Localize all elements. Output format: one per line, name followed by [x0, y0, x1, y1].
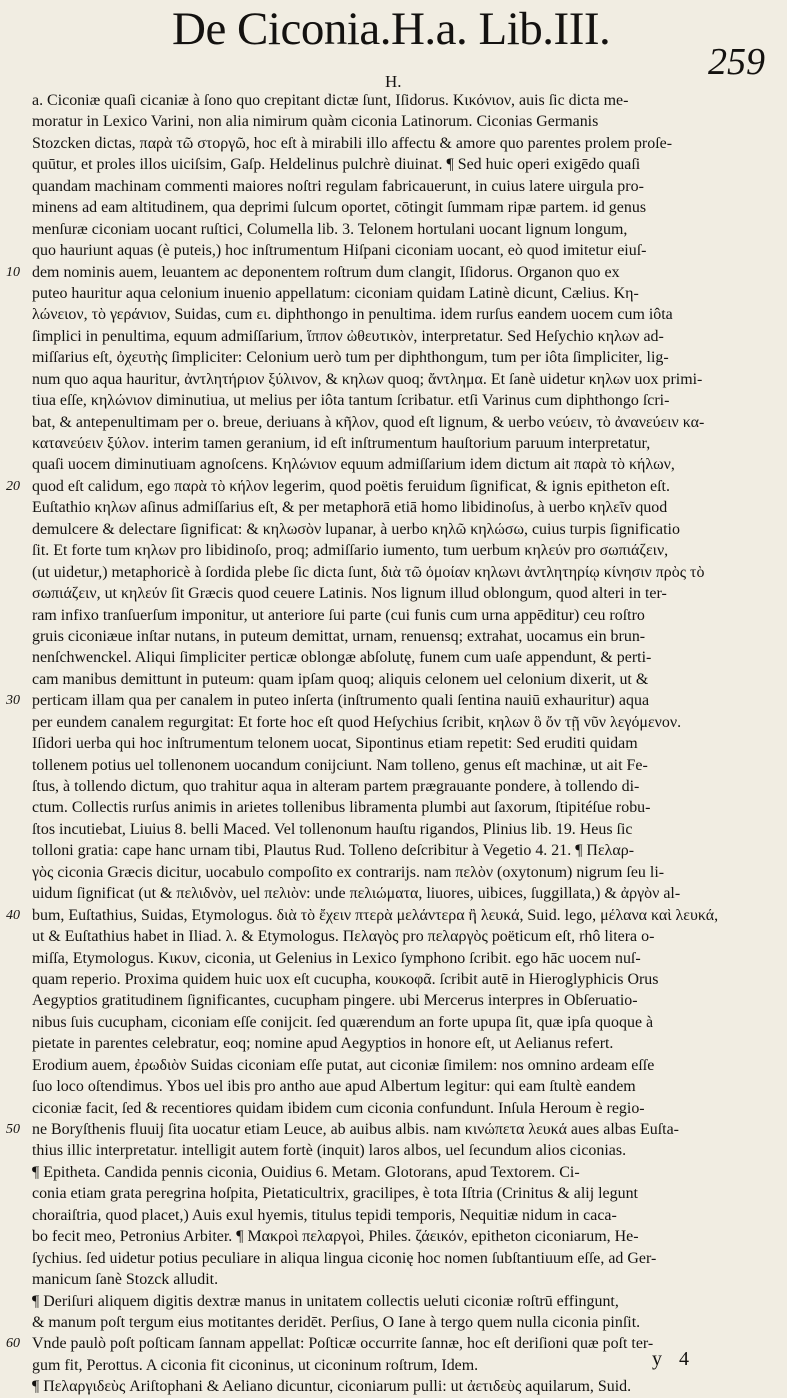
line-text: tiua eſſe, κηλώνιον diminutiua, ut melius per iôta tantum ſcribatur. etſi Varinus cum diphthongo ſcri- — [32, 392, 670, 410]
printer-signature: y 4 — [652, 1348, 695, 1370]
text-line — [0, 1312, 787, 1333]
text-line — [0, 326, 787, 347]
text-line — [0, 755, 787, 776]
text-line — [0, 969, 787, 990]
text-line — [0, 562, 787, 583]
line-text: ¶ Πελαργιδεὺς Ariſtophani & Aeliano dicuntur, ciconiarum pulli: ut ἀετιδεὺς aquilarum, Suid. — [32, 1378, 632, 1396]
text-line — [0, 369, 787, 390]
text-line — [0, 347, 787, 368]
text-line — [0, 519, 787, 540]
text-line — [0, 304, 787, 325]
line-text: ſuo loco oſtendimus. Ybos uel ibis pro antho aue apud Albertum legitur: qui eam ſtultè eandem — [32, 1078, 636, 1096]
text-line — [0, 583, 787, 604]
line-number: 20 — [6, 478, 20, 494]
text-line — [0, 926, 787, 947]
page-number: 259 — [708, 41, 765, 83]
line-number: 50 — [6, 1122, 20, 1137]
text-line — [0, 433, 787, 454]
line-text: Iſidori uerba qui hoc inſtrumentum telonem uocat, Sipontinus etiam repetit: Sed eruditi quidam — [32, 735, 638, 753]
line-text: gruis ciconiæue inſtar nutans, in puteum demittat, urnam, renuensq; extrahat, uocamus ein brun- — [32, 627, 646, 645]
text-line — [0, 797, 787, 818]
line-text: ſtus, à tollendo dictum, quo trahitur aqua in alteram partem prægrauante pondere, à tollendo di- — [32, 778, 640, 795]
line-text: ut & Euſtathius habet in Iliad. λ. & Etymologus. Πελαγὸς pro πελαργὸς poëticum eſt, rhô litera o- — [32, 928, 655, 946]
text-line — [0, 647, 787, 668]
text-line — [0, 776, 787, 797]
line-text: ſit. Et forte tum κηλων pro libidinoſo, proq; admiſſario iumento, tum uerbum κηλεύν pro σωπιάζειν, — [32, 542, 669, 560]
line-text: quam reperio. Proxima quidem huic uox eſt cucupha, κουκοφᾶ. ſcribit autē in Hieroglyphicis Orus — [32, 970, 659, 988]
line-text: Stozcken dictas, παρὰ τῶ στοργῶ, hoc eſt à mirabili illo affectu & amore quo parentes prolem proſe- — [32, 134, 673, 152]
line-text: λώνειον, τὸ γεράνιον, Suidas, cum ει. diphthongo in penultima. idem rurſus eandem uocem cum iôta — [32, 306, 673, 324]
text-line — [0, 1012, 787, 1033]
text-line — [0, 1376, 787, 1397]
text-line — [0, 412, 787, 433]
text-line — [0, 497, 787, 518]
line-text: thius illic interpretatur. intelligit autem fortè (inquit) laros albos, uel ſecundum alios ciconias. — [32, 1142, 627, 1160]
line-text: ctum. Collectis rurſus animis in arietes tollenibus libramenta plumbi aut ſaxorum, ſtipitéſue robu- — [32, 799, 651, 817]
line-text: σωπιάζειν, ut κηλεύν ſit Græcis quod ceuere Latinis. Nos lignum illud oblongum, quod alteri in ter- — [32, 585, 667, 603]
line-text: ſychius. ſed uidetur potius peculiare in aliqua lingua ciconię hoc nomen ſubſtantiuum eſſe, ad Ger- — [32, 1249, 657, 1267]
text-line — [0, 219, 787, 240]
text-line — [0, 1140, 787, 1161]
line-text: menſuræ ciconiam uocant ruſtici, Columella lib. 3. Telonem hortulani uocant lignum longum, — [32, 220, 628, 238]
text-line — [0, 840, 787, 861]
line-text: per eundem canalem regurgitat: Et forte hoc eſt quod Heſychius ſcribit, κηλων ὃ ὄν τῇ νῦν λεγόμενον. — [32, 713, 682, 731]
text-line — [0, 862, 787, 883]
line-text: bo fecit meo, Petronius Arbiter. ¶ Μακροὶ πελαργοὶ, Philes. ζάεικόν, epitheton ciconiarum, He- — [32, 1228, 639, 1246]
text-line — [0, 1055, 787, 1076]
line-text: ¶ Epitheta. Candida pennis ciconia, Ouidius 6. Metam. Glotorans, apud Textorem. Ci- — [32, 1163, 580, 1181]
text-line — [0, 90, 787, 111]
text-line — [0, 1269, 787, 1290]
text-line — [0, 454, 787, 475]
text-line — [0, 1098, 787, 1119]
line-text: & manum poſt tergum eius motitantes deridēt. Perſius, O Iane à tergo quem nulla ciconia pinſit. — [32, 1313, 641, 1331]
line-text: ¶ Deriſuri aliquem digitis dextræ manus in unitatem collectis ueluti ciconiæ roſtrū effingunt, — [32, 1292, 619, 1310]
line-number: 10 — [6, 264, 20, 280]
line-text: num quo aqua hauritur, ἀντλητήριον ξύλινον, & κηλων quoq; ἄντλημα. Et ſanè uidetur κηλων uox primi- — [32, 370, 703, 388]
line-text: Vnde paulò poſt poſticam ſannam appellat: Poſticæ occurrite ſannæ, hoc eſt deriſioni quæ poſt ter- — [32, 1335, 654, 1353]
line-text: Aegyptios gratitudinem ſignificantes, cucupham pingere. ubi Mercerus interpres in Obſeruatio- — [32, 992, 638, 1010]
line-number: 60 — [6, 1336, 20, 1352]
line-text: tolloni gratia: cape hanc urnam tibi, Plautus Rud. Tolleno deſcribitur à Vegetio 4. 21. ¶ Πελαρ- — [32, 842, 635, 860]
text-line — [0, 1205, 787, 1226]
text-line — [0, 476, 787, 497]
line-text: puteo hauritur aqua celonium inuenio appellatum: ciconiam quidam Latinè dicunt, Cælius. Κη- — [32, 284, 639, 302]
line-text: Euſtathio κηλων aſinus admiſſarius eſt, & per metaphorā etiā homo libidinoſus, à uerbo κηλεῖν quod — [32, 499, 668, 517]
text-line — [0, 990, 787, 1011]
line-text: ram infixo tranſuerſum imponitur, ut anteriore ſui parte (cui funis cum urna appēditur) ceu roſtro — [32, 606, 645, 624]
text-line — [0, 540, 787, 561]
running-head — [0, 0, 787, 90]
text-line — [0, 1248, 787, 1269]
line-text: γὸς ciconia Græcis dicitur, uocabulo compoſito ex contrarijs. nam πελὸν (oxytonum) nigrum ſeu li- — [32, 863, 665, 881]
text-line — [0, 1291, 787, 1312]
text-line — [0, 733, 787, 754]
line-number: 30 — [6, 693, 20, 709]
line-text: choraiſtria, quod placet,) Auis exul hyemis, titulus tepidi temporis, Nequitiæ nidum in caca- — [32, 1206, 617, 1224]
text-body — [0, 90, 787, 1398]
line-text: conia etiam grata peregrina hoſpita, Pietaticultrix, gracilipes, è tota Iſtria (Crinitus & alij legunt — [32, 1185, 638, 1203]
line-text: quūtur, et proles illos uiciſsim, Gaſp. Heldelinus pulchrè diuinat. ¶ Sed huic operi exigēdo quaſi — [32, 156, 641, 174]
line-text: quo hauriunt aquas (è puteis,) hoc inſtrumentum Hiſpani ciconiam uocant, eò quod imitetur eiuſ- — [32, 242, 647, 260]
text-line — [0, 712, 787, 733]
text-line — [0, 176, 787, 197]
text-line — [0, 197, 787, 218]
line-text: moratur in Lexico Varini, non alia nimirum quàm ciconia Latinorum. Ciconias Germanis — [32, 113, 599, 131]
text-line — [0, 605, 787, 626]
line-text: cam manibus demittunt in puteum: quam ipſam quoq; aliquis celonem uel celonium dixerit, ut & — [32, 670, 649, 688]
line-text: nenſchwenckel. Aliqui ſimpliciter perticæ oblongæ abſolutę, funem cum uaſe appendunt, & perti- — [32, 649, 652, 667]
text-line — [0, 1119, 787, 1140]
line-text: κατανεύειν ξύλον. interim tamen geranium, id eſt inſtrumentum hauſtorium paruum interpretatur, — [32, 435, 651, 452]
line-text: quandam machinam commenti maiores noſtri regulam fabricauerunt, in cuius latere uirgula pro- — [32, 177, 644, 195]
text-line — [0, 154, 787, 175]
line-text: perticam illam qua per canalem in puteo inſerta (inſtrumento quali ſentina nauiū exhauritur) aqua — [32, 692, 650, 710]
line-text: dem nominis auem, leuantem ac deponentem roſtrum dum clangit, Iſidorus. Organon quo ex — [32, 263, 620, 281]
line-text: Erodium auem, ἐρωδιὸν Suidas ciconiam eſſe putat, aut ciconiæ ſimilem: nos omnino ardeam eſſe — [32, 1056, 655, 1074]
line-text: ſimplici in penultima, equum admiſſarium, ἵππον ὠθευτικὸν, interpretatur. Sed Heſychio κηλων ad- — [32, 327, 664, 345]
text-line — [0, 1033, 787, 1054]
text-line — [0, 819, 787, 840]
section-letter: H. — [385, 72, 402, 91]
line-text: manicum ſanè Stozck alludit. — [32, 1271, 219, 1289]
line-text: (ut uidetur,) metaphoricè à ſordida plebe ſic dicta ſunt, διὰ τῶ ὁμοίαν κηλωνι ἀντλητηρίῳ κίνησιν πρὸς τὸ — [32, 563, 705, 581]
text-line — [0, 111, 787, 132]
text-line — [0, 626, 787, 647]
line-text: bum, Euſtathius, Suidas, Etymologus. διὰ τὸ ἔχειν πτερὰ μελάντερα ἢ λευκά, Suid. lego, μέλανα καὶ λευκά, — [32, 906, 719, 924]
text-line — [0, 948, 787, 969]
line-text: pietate in parentes celebratur, eoq; nomine apud Aegyptios in honore eſt, ut Aelianus refert. — [32, 1035, 614, 1053]
line-text: quod eſt calidum, ego παρὰ τὸ κήλον legerim, quod poëtis feruidum ſignificat, & ignis epitheton eſt. — [32, 477, 670, 495]
text-line — [0, 133, 787, 154]
text-line — [0, 690, 787, 711]
line-text: ciconiæ facit, ſed & recentiores quidam ibidem cum ciconia confundunt. Inſula Heroum è regio- — [32, 1099, 645, 1117]
line-text: bat, & antepenultimam per ο. breue, deriuans à κῆλον, quod eſt lignum, & uerbo νεύειν, τὸ ἀνανεύειν κα- — [32, 413, 705, 431]
line-text: nibus ſuis cucupham, ciconiam eſſe conijcit. ſed quærendum an forte upupa ſit, quæ ipſa quoque à — [32, 1013, 654, 1031]
text-line — [0, 1183, 787, 1204]
line-text: minens ad eam altitudinem, qua deprimi ſulcum oportet, cōtingit ſummam ripæ partem. id genus — [32, 199, 647, 217]
text-line — [0, 390, 787, 411]
text-line — [0, 669, 787, 690]
line-text: gum fit, Perottus. A ciconia fit ciconinus, ut ciconinum roſtrum, Idem. — [32, 1356, 479, 1374]
text-line — [0, 262, 787, 283]
line-text: tollenem potius uel tollenonem uocandum conijciunt. Nam tolleno, genus eſt machinæ, ut ait Fe- — [32, 756, 648, 774]
text-line — [0, 1226, 787, 1247]
text-line — [0, 1076, 787, 1097]
text-line — [0, 1162, 787, 1183]
running-title: De Ciconia.H.a. Lib.III. — [172, 3, 611, 55]
line-text: ſtos incutiebat, Liuius 8. belli Maced. Vel tollenonum hauſtu rigandos, Plinius lib. 19. Heus ſic — [32, 820, 633, 838]
line-text: demulcere & delectare ſignificat: & κηλωσὸν lupanar, à uerbo κηλῶ κηλώσω, cuius turpis ſignificatio — [32, 520, 680, 538]
line-number: 40 — [6, 907, 20, 923]
text-line — [0, 883, 787, 904]
line-text: miſſarius eſt, ὀχευτὴς ſimpliciter: Celonium uerò tum per diphthongum, tum per iôta ſimpliciter, lig- — [32, 349, 669, 367]
text-line — [0, 240, 787, 261]
text-line — [0, 905, 787, 926]
text-line — [0, 283, 787, 304]
line-text: a. Ciconiæ quaſi cicaniæ à ſono quo crepitant dictæ ſunt, Iſidorus. Κικόνιον, auis ſic dicta me- — [32, 92, 629, 109]
line-text: ne Boryſthenis fluuij ſita uocatur etiam Leuce, ab auibus albis. nam κινώπετα λευκά aues albas Euſta- — [32, 1121, 680, 1138]
line-text: miſſa, Etymologus. Κικυν, ciconia, ut Gelenius in Lexico ſymphono ſcribit. ego hāc uocem nuſ- — [32, 949, 641, 967]
line-text: uidum ſignificat (ut & πελιδνὸν, uel πελιὸν: unde πελιώματα, liuores, uibices, ſuggillata,) & ἀργὸν al- — [32, 885, 681, 903]
line-text: quaſi uocem diminutiuam agnoſcens. Κηλώνιον equum admiſſarium idem dictum ait παρὰ τὸ κήλων, — [32, 456, 675, 474]
